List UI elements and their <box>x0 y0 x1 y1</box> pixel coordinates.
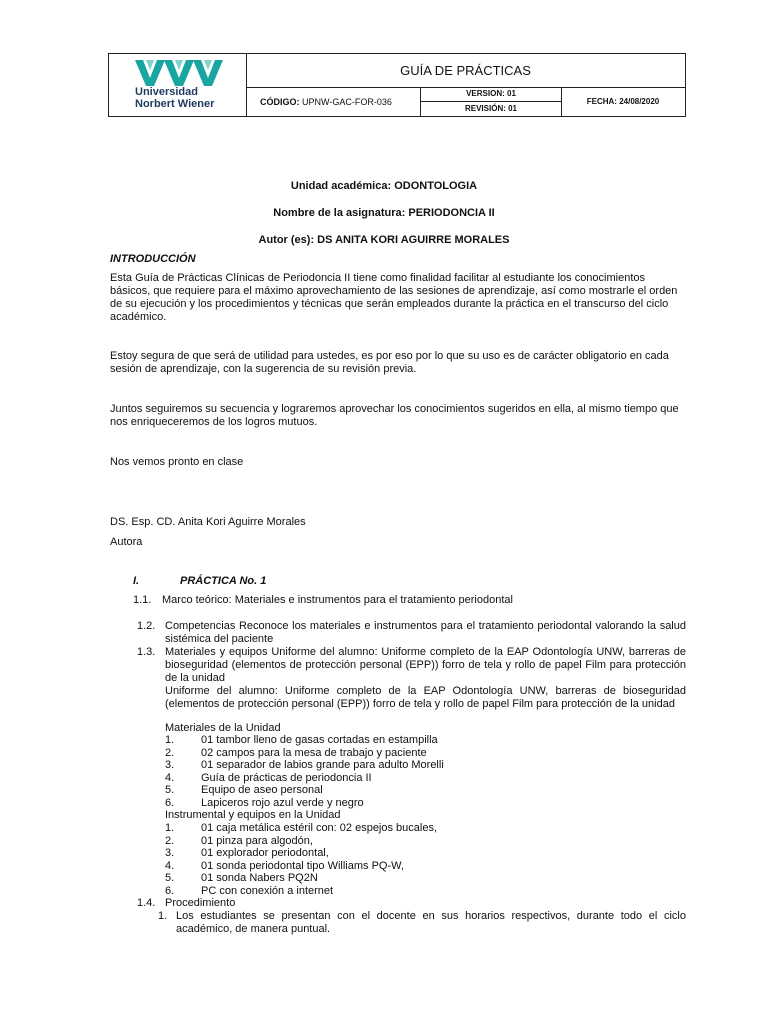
intro-paragraph-1: Esta Guía de Prácticas Clínicas de Periodoncia II tiene como finalidad facilitar al estudiante los conocimientos básicos, que requiere para el máximo aprovechamiento de las sesiones de aprendizaje, así como mostrarle el orden de su ejecución y los procedimientos y técnicas que serán empleados durante la práctica en el transcurso del ciclo académico. <box>110 272 678 323</box>
logo-line-1: Universidad <box>135 86 198 98</box>
section-1-3-text-2: Uniforme del alumno: Uniforme completo de la EAP Odontología UNW, barreras de bioseguridad (elementos de protección personal (EPP)) forro de tela y rollo de papel Film para protección de la unidad <box>165 685 686 710</box>
list-item-number: 4. <box>165 771 175 784</box>
section-1-2-number: 1.2. <box>137 620 156 632</box>
author-role: Autora <box>110 536 143 548</box>
list-item-number: 2. <box>165 834 175 847</box>
author-line: Autor (es): DS ANITA KORI AGUIRRE MORALES <box>258 234 510 246</box>
list-item-number: 5. <box>165 872 175 885</box>
list-item-number: 5. <box>165 784 175 797</box>
section-1-1-text: Marco teórico: Materiales e instrumentos para el tratamiento periodontal <box>162 594 513 606</box>
document-header-table <box>108 53 686 117</box>
list-item-number: 4. <box>165 859 175 872</box>
section-1-1-number: 1.1. <box>133 594 152 606</box>
list-item-number: 2. <box>165 746 175 759</box>
intro-paragraph-3: Juntos seguiremos su secuencia y lograremos aprovechar los conocimientos sugeridos en ella, al mismo tiempo que nos enriqueceremos de los logros mutuos. <box>110 403 679 428</box>
document-version: VERSION: 01 <box>421 87 562 102</box>
course-name: Nombre de la asignatura: PERIODONCIA II <box>273 207 495 219</box>
list-item: 01 tambor lleno de gasas cortadas en estampilla <box>201 734 438 746</box>
materials-heading: Materiales de la Unidad <box>165 722 281 734</box>
list-item: 01 separador de labios grande para adulto Morelli <box>201 759 444 772</box>
list-item: 01 pinza para algodón, <box>201 834 313 847</box>
list-item: 02 campos para la mesa de trabajo y paciente <box>201 746 427 759</box>
author-signature: DS. Esp. CD. Anita Kori Aguirre Morales <box>110 516 306 528</box>
document-revision: REVISIÓN: 01 <box>421 101 562 116</box>
list-item: 01 caja metálica estéril con: 02 espejos bucales, <box>201 822 438 834</box>
code-label: CÓDIGO: <box>260 96 300 107</box>
list-item: Lapiceros rojo azul verde y negro <box>201 797 364 809</box>
intro-paragraph-2: Estoy segura de que será de utilidad para ustedes, es por eso por lo que su uso es de carácter obligatorio en cada sesión de aprendizaje, con la sugerencia de su revisión previa. <box>110 350 669 375</box>
intro-paragraph-4: Nos vemos pronto en clase <box>110 456 244 468</box>
list-item: 01 sonda periodontal tipo Williams PQ-W, <box>201 859 404 872</box>
section-1-4-text: Procedimiento <box>165 897 236 909</box>
list-item-number: 1. <box>165 822 175 834</box>
intro-heading: INTRODUCCIÓN <box>110 253 196 265</box>
practice-title: PRÁCTICA No. 1 <box>180 575 267 587</box>
section-1-2-text: Competencias Reconoce los materiales e instrumentos para el tratamiento periodontal valorando la salud sistémica del paciente <box>165 620 686 645</box>
code-value: UPNW-GAC-FOR-036 <box>302 96 392 107</box>
list-item-number: 1. <box>165 734 175 746</box>
university-name <box>135 86 214 110</box>
practice-roman: I. <box>133 575 140 587</box>
list-item-number: 6. <box>165 797 175 809</box>
list-item-number: 6. <box>165 885 175 897</box>
academic-unit: Unidad académica: ODONTOLOGIA <box>290 180 478 192</box>
document-title: GUÍA DE PRÁCTICAS <box>246 54 685 88</box>
procedure-step-text: Los estudiantes se presentan con el docente en sus horarios respectivos, durante todo el ciclo académico, de manera puntual. <box>176 910 686 935</box>
list-item: Guía de prácticas de periodoncia II <box>201 771 372 784</box>
section-1-3-number: 1.3. <box>137 646 156 658</box>
list-item-number: 3. <box>165 847 175 860</box>
list-item: 01 sonda Nabers PQ2N <box>201 872 318 885</box>
document-code <box>246 87 421 116</box>
list-item-number: 3. <box>165 759 175 772</box>
section-1-3-text: Materiales y equipos Uniforme del alumno: Uniforme completo de la EAP Odontología UNW, barreras de bioseguridad (elementos de protección personal (EPP)) forro de tela y rollo de papel Film para protección de la unidad <box>165 646 686 684</box>
university-logo-icon <box>135 60 223 86</box>
list-item: PC con conexión a internet <box>201 885 334 897</box>
logo-cell <box>109 54 247 116</box>
list-item: Equipo de aseo personal <box>201 784 323 797</box>
procedure-step-number: 1. <box>158 910 168 922</box>
document-date: FECHA: 24/08/2020 <box>586 97 660 106</box>
instruments-heading: Instrumental y equipos en la Unidad <box>165 809 341 821</box>
section-1-4-number: 1.4. <box>137 897 156 909</box>
list-item: 01 explorador periodontal, <box>201 847 329 860</box>
logo-line-2: Norbert Wiener <box>135 98 215 110</box>
